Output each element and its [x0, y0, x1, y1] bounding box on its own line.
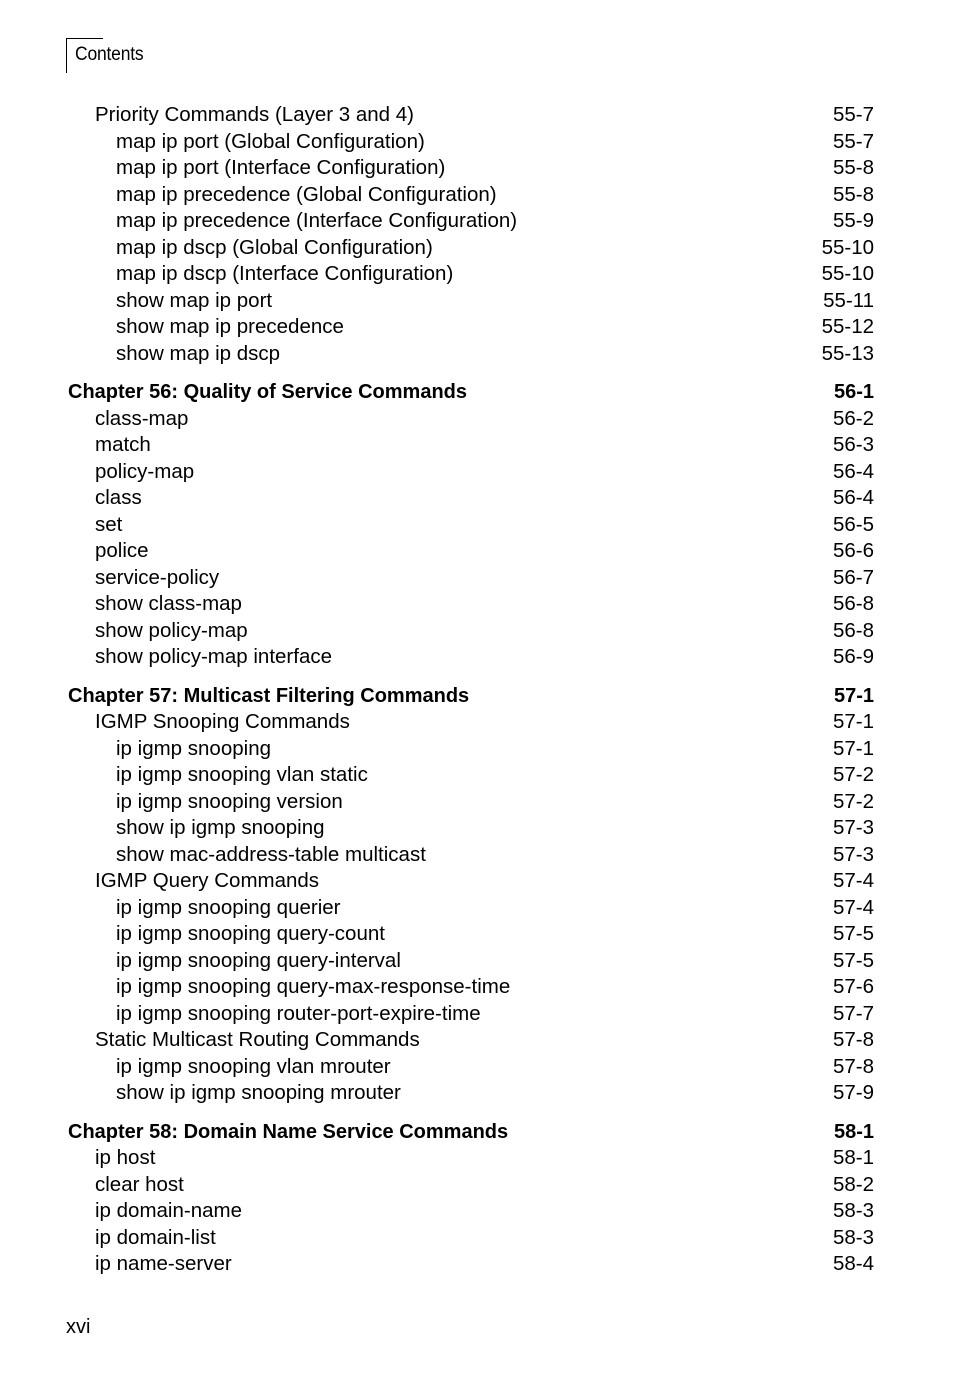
- toc-entry-page: 58-3: [832, 1199, 874, 1222]
- toc-entry[interactable]: [68, 1145, 874, 1172]
- toc-entry-title: map ip precedence (Interface Configuration): [116, 209, 518, 232]
- toc-entry-title: Chapter 57: Multicast Filtering Commands: [68, 684, 470, 707]
- toc-entry-title: policy-map: [95, 459, 195, 483]
- toc-entry-page: 57-3: [832, 842, 874, 866]
- toc-chapter-entry[interactable]: [68, 683, 874, 710]
- toc-entry-title: show map ip dscp: [116, 341, 281, 365]
- page-number: xvi: [66, 1316, 91, 1338]
- toc-entry[interactable]: [68, 948, 874, 975]
- toc-entry-page: 55-9: [832, 209, 874, 232]
- toc-entry-title: set: [95, 512, 123, 536]
- toc-entry-page: 57-7: [832, 1001, 874, 1025]
- toc-entry-title: Chapter 58: Domain Name Service Commands: [68, 1120, 509, 1143]
- toc-entry[interactable]: [68, 974, 874, 1001]
- toc-entry[interactable]: [68, 102, 874, 129]
- toc-entry-title: ip domain-list: [95, 1225, 216, 1249]
- toc-entry-title: ip igmp snooping query-max-response-time: [116, 975, 511, 998]
- toc-entry[interactable]: [68, 314, 874, 341]
- toc-entry[interactable]: [68, 1080, 874, 1107]
- toc-entry[interactable]: [68, 1225, 874, 1252]
- toc-entry-title: map ip dscp (Interface Configuration): [116, 262, 454, 285]
- toc-entry[interactable]: [68, 235, 874, 262]
- toc-entry-title: map ip dscp (Global Configuration): [116, 235, 433, 259]
- toc-entry-page: 55-10: [821, 235, 874, 259]
- toc-entry-page: 58-2: [832, 1172, 874, 1196]
- toc-entry-page: 57-4: [832, 869, 874, 892]
- toc-entry-page: 58-1: [833, 1120, 874, 1143]
- toc-entry-title: ip igmp snooping router-port-expire-time: [116, 1001, 481, 1025]
- toc-entry-page: 57-1: [833, 684, 874, 707]
- toc-entry[interactable]: [68, 921, 874, 948]
- toc-entry[interactable]: [68, 644, 874, 671]
- toc-entry-page: 56-7: [832, 565, 874, 589]
- toc-entry-page: 56-4: [832, 486, 874, 509]
- toc-entry-title: IGMP Query Commands: [95, 869, 320, 892]
- toc-entry-page: 55-8: [832, 182, 874, 206]
- toc-entry-page: 55-12: [821, 315, 874, 338]
- toc-entry[interactable]: [68, 261, 874, 288]
- toc-entry-page: 55-10: [821, 262, 874, 285]
- toc-entry[interactable]: [68, 565, 874, 592]
- toc-entry[interactable]: [68, 432, 874, 459]
- toc-entry-title: show mac-address-table multicast: [116, 842, 426, 866]
- toc-entry-page: 57-6: [832, 975, 874, 998]
- toc-entry-title: ip host: [95, 1146, 156, 1169]
- toc-entry-title: Static Multicast Routing Commands: [95, 1028, 420, 1051]
- toc-entry-title: Priority Commands (Layer 3 and 4): [95, 103, 415, 126]
- toc-entry[interactable]: [68, 1001, 874, 1028]
- toc-entry-page: 57-1: [832, 736, 874, 760]
- toc-entry-page: 57-1: [832, 710, 874, 733]
- toc-entry-page: 55-11: [823, 288, 874, 312]
- toc-entry-title: show map ip precedence: [116, 315, 344, 338]
- toc-entry-page: 56-5: [832, 512, 874, 536]
- toc-entry[interactable]: [68, 736, 874, 763]
- toc-entry-title: map ip port (Global Configuration): [116, 129, 425, 153]
- toc-entry-page: 56-9: [832, 645, 874, 668]
- toc-entry-page: 58-3: [832, 1225, 874, 1249]
- toc-entry-page: 58-4: [832, 1252, 874, 1275]
- toc-entry[interactable]: [68, 341, 874, 368]
- toc-entry[interactable]: [68, 182, 874, 209]
- toc-entry[interactable]: [68, 485, 874, 512]
- toc-chapter-entry[interactable]: [68, 379, 874, 406]
- toc-entry-title: clear host: [95, 1172, 184, 1196]
- toc-entry[interactable]: [68, 538, 874, 565]
- toc-entry[interactable]: [68, 129, 874, 156]
- toc-entry-page: 55-8: [832, 156, 874, 179]
- toc-entry[interactable]: [68, 842, 874, 869]
- toc-entry-page: 56-6: [832, 539, 874, 562]
- toc-entry[interactable]: [68, 868, 874, 895]
- toc-entry-page: 57-4: [832, 895, 874, 919]
- toc-entry-page: 56-1: [833, 381, 874, 403]
- toc-entry[interactable]: [68, 1172, 874, 1199]
- toc-entry-page: 57-5: [832, 948, 874, 972]
- toc-entry-title: ip igmp snooping querier: [116, 895, 341, 919]
- toc-entry[interactable]: [68, 762, 874, 789]
- toc-entry[interactable]: [68, 591, 874, 618]
- toc-entry-page: 57-3: [832, 816, 874, 839]
- toc-entry[interactable]: [68, 1027, 874, 1054]
- toc-entry-title: show policy-map: [95, 618, 248, 642]
- toc-entry[interactable]: [68, 618, 874, 645]
- toc-entry[interactable]: [68, 208, 874, 235]
- toc-entry-title: ip igmp snooping query-count: [116, 922, 385, 945]
- toc-entry[interactable]: [68, 895, 874, 922]
- toc-entry-page: 58-1: [832, 1146, 874, 1169]
- toc-entry-page: 56-4: [832, 459, 874, 483]
- toc-entry[interactable]: [68, 288, 874, 315]
- toc-entry[interactable]: [68, 815, 874, 842]
- toc-entry-title: ip domain-name: [95, 1199, 242, 1222]
- toc-entry-page: 57-8: [832, 1028, 874, 1051]
- toc-entry-title: match: [95, 433, 151, 456]
- toc-entry-title: ip igmp snooping vlan static: [116, 763, 368, 786]
- toc-entry-title: IGMP Snooping Commands: [95, 710, 350, 733]
- toc-entry-page: 55-13: [821, 341, 874, 365]
- running-header: Contents: [75, 44, 144, 65]
- toc-entry[interactable]: [68, 1251, 874, 1278]
- toc-entry-page: 56-8: [832, 592, 874, 615]
- toc-entry-title: class-map: [95, 406, 189, 430]
- toc-entry[interactable]: [68, 155, 874, 182]
- toc-entry-title: ip igmp snooping version: [116, 789, 343, 813]
- toc-entry-title: show policy-map interface: [95, 645, 332, 668]
- toc-entry-title: show ip igmp snooping mrouter: [116, 1081, 401, 1104]
- toc-entry[interactable]: [68, 1054, 874, 1081]
- toc-entry[interactable]: [68, 709, 874, 736]
- toc-entry-title: police: [95, 539, 149, 562]
- toc-entry-title: show ip igmp snooping: [116, 816, 325, 839]
- toc-chapter-entry[interactable]: [68, 1119, 874, 1146]
- toc-entry-page: 55-7: [832, 103, 874, 126]
- toc-entry-title: ip igmp snooping vlan mrouter: [116, 1054, 391, 1078]
- toc-entry[interactable]: [68, 512, 874, 539]
- toc-entry-title: service-policy: [95, 565, 220, 589]
- toc-entry-page: 57-9: [832, 1081, 874, 1104]
- toc-entry-title: class: [95, 486, 142, 509]
- toc-entry-title: map ip port (Interface Configuration): [116, 156, 446, 179]
- toc-entry[interactable]: [68, 406, 874, 433]
- toc-entry-title: show class-map: [95, 592, 242, 615]
- toc-entry[interactable]: [68, 459, 874, 486]
- toc-entry-page: 56-3: [832, 433, 874, 456]
- toc-entry-page: 55-7: [832, 129, 874, 153]
- toc-entry[interactable]: [68, 789, 874, 816]
- toc-entry-title: ip name-server: [95, 1252, 232, 1275]
- toc-entry[interactable]: [68, 1198, 874, 1225]
- toc-entry-title: map ip precedence (Global Configuration): [116, 182, 497, 206]
- toc-entry-title: ip igmp snooping: [116, 736, 271, 760]
- toc-entry-page: 57-2: [832, 763, 874, 786]
- table-of-contents: [68, 102, 874, 1278]
- toc-entry-page: 56-8: [832, 618, 874, 642]
- toc-entry-title: Chapter 56: Quality of Service Commands: [68, 381, 468, 403]
- toc-entry-title: show map ip port: [116, 288, 273, 312]
- toc-entry-page: 56-2: [832, 406, 874, 430]
- toc-entry-page: 57-5: [832, 922, 874, 945]
- toc-entry-page: 57-2: [832, 789, 874, 813]
- toc-entry-title: ip igmp snooping query-interval: [116, 948, 401, 972]
- toc-entry-page: 57-8: [832, 1054, 874, 1078]
